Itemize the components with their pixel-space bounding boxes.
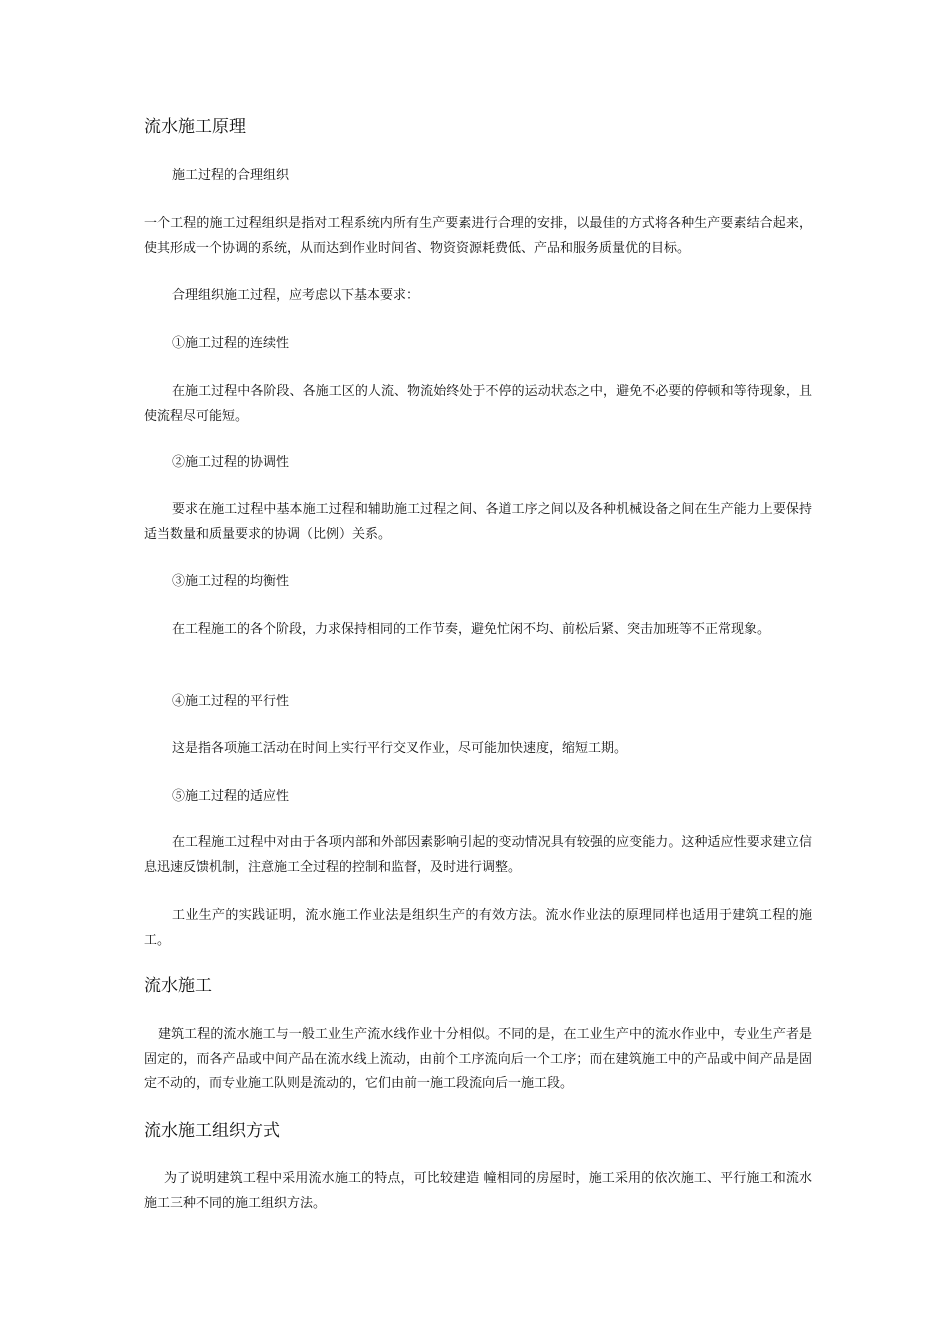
paragraph: 合理组织施工过程，应考虑以下基本要求： <box>172 288 420 303</box>
requirement-title: ②施工过程的协调性 <box>172 455 290 470</box>
paragraph: 工业生产的实践证明，流水施工作业法是组织生产的有效方法。流水作业法的原理同样也适用于建筑工程的施工。 <box>144 908 812 948</box>
requirement-text: 这是指各项施工活动在时间上实行平行交叉作业，尽可能加快速度，缩短工期。 <box>172 741 628 756</box>
requirement-title: ⑤施工过程的适应性 <box>172 789 290 804</box>
paragraph: 建筑工程的流水施工与一般工业生产流水线作业十分相似。不同的是，在工业生产中的流水作业中，专业生产者是固定的，而各产品或中间产品在流水线上流动，由前个工序流向后一个工序；而在建筑施工中的产品或中间产品是固定不动的，而专业施工队则是流动的，它们由前一施工段流向后一施工段。 <box>144 1027 812 1091</box>
requirement-text: 在工程施工的各个阶段，力求保持相同的工作节奏，避免忙闲不均、前松后紧、突击加班等不正常现象。 <box>172 622 771 637</box>
section-heading: 流水施工 <box>144 976 212 996</box>
requirement-text: 要求在施工过程中基本施工过程和辅助施工过程之间、各道工序之间以及各种机械设备之间在生产能力上要保持适当数量和质量要求的协调（比例）关系。 <box>144 502 812 542</box>
document-title: 流水施工原理 <box>144 117 246 137</box>
requirement-title: ③施工过程的均衡性 <box>172 574 290 589</box>
requirement-title: ④施工过程的平行性 <box>172 694 290 709</box>
requirement-title: ①施工过程的连续性 <box>172 336 290 351</box>
section-heading: 流水施工组织方式 <box>144 1121 280 1141</box>
section-heading: 施工过程的合理组织 <box>172 168 290 183</box>
requirement-text: 在施工过程中各阶段、各施工区的人流、物流始终处于不停的运动状态之中，避免不必要的停顿和等待现象，且使流程尽可能短。 <box>144 384 812 424</box>
paragraph: 一个工程的施工过程组织是指对工程系统内所有生产要素进行合理的安排，以最佳的方式将各种生产要素结合起来，使其形成一个协调的系统，从而达到作业时间省、物资资源耗费低、产品和服务质量优的目标。 <box>144 216 812 256</box>
requirement-text: 在工程施工过程中对由于各项内部和外部因素影响引起的变动情况具有较强的应变能力。这种适应性要求建立信息迅速反馈机制，注意施工全过程的控制和监督，及时进行调整。 <box>144 835 812 875</box>
paragraph: 为了说明建筑工程中采用流水施工的特点，可比较建造 幢相同的房屋时，施工采用的依次施工、平行施工和流水施工三种不同的施工组织方法。 <box>144 1171 812 1211</box>
